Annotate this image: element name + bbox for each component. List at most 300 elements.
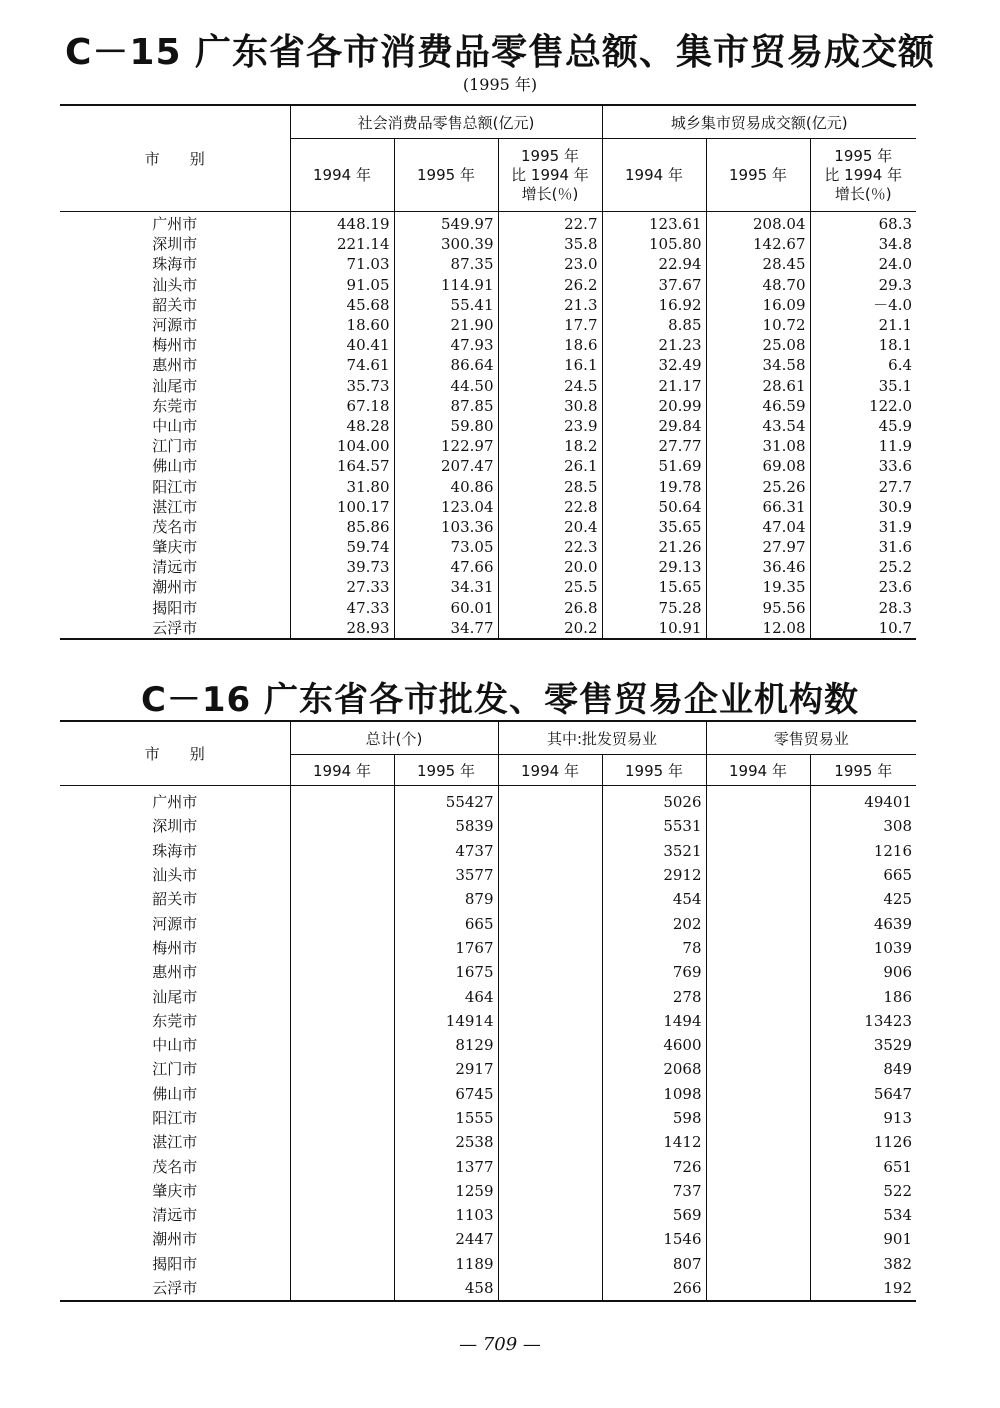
value-cell-b95: 208.04 — [706, 212, 810, 235]
value-cell-bg: 6.4 — [810, 355, 916, 375]
table-row — [60, 254, 916, 274]
value-cell-b95: 27.97 — [706, 537, 810, 557]
table-row — [60, 786, 916, 815]
table-row — [60, 416, 916, 436]
value-cell-t95: 2538 — [394, 1130, 498, 1154]
table-row — [60, 1276, 916, 1301]
table-row — [60, 598, 916, 618]
group-header-retail-sales: 社会消费品零售总额(亿元) — [290, 105, 602, 139]
value-cell-ag: 26.8 — [498, 598, 602, 618]
value-cell-r94 — [706, 1130, 810, 1154]
value-cell-b95: 25.08 — [706, 335, 810, 355]
city-name-cell: 深圳市 — [152, 817, 198, 836]
value-cell-r94 — [706, 1179, 810, 1203]
growth-label-line3: 增长(％) — [521, 184, 579, 203]
value-cell-ag: 17.7 — [498, 315, 602, 335]
value-cell-r95: 849 — [810, 1057, 916, 1081]
table-row — [60, 234, 916, 254]
value-cell-a95: 86.64 — [394, 355, 498, 375]
value-cell-a94: 40.41 — [290, 335, 394, 355]
value-cell-bg: 10.7 — [810, 618, 916, 639]
value-cell-b94: 29.84 — [602, 416, 706, 436]
city-name-cell: 广州市 — [152, 793, 198, 812]
value-cell-w95: 807 — [602, 1252, 706, 1276]
column-header-1994: 1994 年 — [290, 139, 394, 212]
value-cell-w94 — [498, 1227, 602, 1251]
value-cell-t95: 5839 — [394, 814, 498, 838]
value-cell-r94 — [706, 960, 810, 984]
value-cell-r95: 186 — [810, 984, 916, 1008]
value-cell-r94 — [706, 839, 810, 863]
value-cell-a94: 45.68 — [290, 295, 394, 315]
value-cell-a95: 40.86 — [394, 476, 498, 496]
value-cell-r95: 901 — [810, 1227, 916, 1251]
column-header-city: 市 别 — [60, 105, 290, 212]
table-row — [60, 911, 916, 935]
value-cell-r95: 1039 — [810, 936, 916, 960]
value-cell-w94 — [498, 911, 602, 935]
value-cell-ag: 20.4 — [498, 517, 602, 537]
value-cell-t94 — [290, 960, 394, 984]
value-cell-ag: 18.2 — [498, 436, 602, 456]
value-cell-t95: 6745 — [394, 1082, 498, 1106]
value-cell-bg: 34.8 — [810, 234, 916, 254]
city-name-cell: 梅州市 — [152, 938, 198, 957]
value-cell-ag: 22.7 — [498, 212, 602, 235]
value-cell-r95: 13423 — [810, 1009, 916, 1033]
value-cell-t95: 14914 — [394, 1009, 498, 1033]
value-cell-w94 — [498, 1082, 602, 1106]
table-row — [60, 1227, 916, 1251]
city-name-cell: 汕头市 — [152, 866, 198, 885]
column-header-growth — [810, 139, 916, 212]
value-cell-ag: 26.1 — [498, 456, 602, 476]
value-cell-ag: 23.0 — [498, 254, 602, 274]
value-cell-w94 — [498, 1033, 602, 1057]
value-cell-ag: 18.6 — [498, 335, 602, 355]
value-cell-t95: 3577 — [394, 863, 498, 887]
value-cell-w95: 5026 — [602, 786, 706, 815]
value-cell-r95: 651 — [810, 1154, 916, 1178]
value-cell-ag: 23.9 — [498, 416, 602, 436]
value-cell-t95: 55427 — [394, 786, 498, 815]
city-name-cell: 珠海市 — [152, 255, 198, 274]
city-name-cell: 佛山市 — [152, 1084, 198, 1103]
value-cell-w94 — [498, 1276, 602, 1301]
table-row — [60, 887, 916, 911]
table-row — [60, 618, 916, 639]
value-cell-a94: 48.28 — [290, 416, 394, 436]
value-cell-t95: 1259 — [394, 1179, 498, 1203]
value-cell-t94 — [290, 1033, 394, 1057]
value-cell-w94 — [498, 1057, 602, 1081]
value-cell-r95: 522 — [810, 1179, 916, 1203]
value-cell-bg: 33.6 — [810, 456, 916, 476]
value-cell-r94 — [706, 863, 810, 887]
value-cell-t95: 1555 — [394, 1106, 498, 1130]
value-cell-w94 — [498, 863, 602, 887]
value-cell-r94 — [706, 1203, 810, 1227]
table-row — [60, 984, 916, 1008]
growth-label-line3: 增长(％) — [834, 184, 892, 203]
table-row — [60, 295, 916, 315]
table-row — [60, 497, 916, 517]
city-name-cell: 阳江市 — [152, 477, 198, 496]
city-name-cell: 汕尾市 — [152, 376, 198, 395]
city-name-cell: 云浮市 — [152, 1279, 198, 1298]
value-cell-bg: 25.2 — [810, 557, 916, 577]
value-cell-a95: 300.39 — [394, 234, 498, 254]
value-cell-b94: 105.80 — [602, 234, 706, 254]
table-row — [60, 1009, 916, 1033]
value-cell-b95: 95.56 — [706, 598, 810, 618]
value-cell-bg: 29.3 — [810, 275, 916, 295]
table-c16 — [60, 720, 916, 1302]
value-cell-a95: 34.77 — [394, 618, 498, 639]
value-cell-b94: 20.99 — [602, 396, 706, 416]
value-cell-a95: 34.31 — [394, 577, 498, 597]
column-header-1995: 1995 年 — [706, 139, 810, 212]
value-cell-t94 — [290, 1252, 394, 1276]
value-cell-r94 — [706, 1082, 810, 1106]
value-cell-r95: 308 — [810, 814, 916, 838]
value-cell-bg: 28.3 — [810, 598, 916, 618]
value-cell-b95: 36.46 — [706, 557, 810, 577]
table-row — [60, 1252, 916, 1276]
value-cell-a95: 114.91 — [394, 275, 498, 295]
value-cell-bg: 21.1 — [810, 315, 916, 335]
value-cell-w94 — [498, 1130, 602, 1154]
value-cell-w95: 569 — [602, 1203, 706, 1227]
value-cell-t95: 464 — [394, 984, 498, 1008]
table-row — [60, 275, 916, 295]
value-cell-r94 — [706, 911, 810, 935]
value-cell-t95: 1189 — [394, 1252, 498, 1276]
value-cell-w95: 769 — [602, 960, 706, 984]
group-header-total: 总计(个) — [290, 721, 498, 755]
value-cell-a95: 73.05 — [394, 537, 498, 557]
table-c15 — [60, 104, 916, 640]
column-header-growth — [498, 139, 602, 212]
group-header-wholesale: 其中:批发贸易业 — [498, 721, 706, 755]
value-cell-t94 — [290, 1276, 394, 1301]
table-c15-subtitle: (1995 年) — [462, 75, 538, 94]
city-name-cell: 梅州市 — [152, 336, 198, 355]
value-cell-a94: 59.74 — [290, 537, 394, 557]
table-row — [60, 537, 916, 557]
value-cell-b94: 16.92 — [602, 295, 706, 315]
value-cell-b94: 29.13 — [602, 557, 706, 577]
value-cell-r94 — [706, 1154, 810, 1178]
value-cell-a95: 21.90 — [394, 315, 498, 335]
value-cell-w95: 598 — [602, 1106, 706, 1130]
value-cell-bg: －4.0 — [810, 295, 916, 315]
value-cell-bg: 30.9 — [810, 497, 916, 517]
value-cell-b94: 37.67 — [602, 275, 706, 295]
value-cell-w94 — [498, 839, 602, 863]
growth-label-line2: 比 1994 年 — [824, 165, 903, 184]
value-cell-a95: 55.41 — [394, 295, 498, 315]
city-name-cell: 佛山市 — [152, 457, 198, 476]
value-cell-t94 — [290, 1179, 394, 1203]
value-cell-b95: 25.26 — [706, 476, 810, 496]
table-row — [60, 577, 916, 597]
value-cell-b94: 19.78 — [602, 476, 706, 496]
value-cell-w94 — [498, 984, 602, 1008]
city-name-cell: 中山市 — [152, 416, 198, 435]
value-cell-r95: 425 — [810, 887, 916, 911]
table-row — [60, 456, 916, 476]
value-cell-w94 — [498, 960, 602, 984]
city-name-cell: 云浮市 — [152, 618, 198, 637]
value-cell-r95: 906 — [810, 960, 916, 984]
city-name-cell: 揭阳市 — [152, 598, 198, 617]
city-name-cell: 韶关市 — [152, 890, 198, 909]
value-cell-a95: 47.93 — [394, 335, 498, 355]
value-cell-b94: 35.65 — [602, 517, 706, 537]
value-cell-t95: 665 — [394, 911, 498, 935]
city-name-cell: 惠州市 — [152, 963, 198, 982]
value-cell-w95: 266 — [602, 1276, 706, 1301]
value-cell-a94: 164.57 — [290, 456, 394, 476]
value-cell-r95: 5647 — [810, 1082, 916, 1106]
value-cell-a94: 100.17 — [290, 497, 394, 517]
value-cell-w95: 1546 — [602, 1227, 706, 1251]
value-cell-w95: 78 — [602, 936, 706, 960]
table-row — [60, 396, 916, 416]
value-cell-a94: 104.00 — [290, 436, 394, 456]
value-cell-ag: 28.5 — [498, 476, 602, 496]
value-cell-b95: 142.67 — [706, 234, 810, 254]
value-cell-a94: 221.14 — [290, 234, 394, 254]
value-cell-w95: 2068 — [602, 1057, 706, 1081]
value-cell-b94: 21.26 — [602, 537, 706, 557]
table-row — [60, 212, 916, 235]
value-cell-ag: 35.8 — [498, 234, 602, 254]
city-name-cell: 肇庆市 — [152, 538, 198, 557]
city-name-cell: 河源市 — [152, 316, 198, 335]
value-cell-a94: 448.19 — [290, 212, 394, 235]
growth-label-line1: 1995 年 — [521, 146, 579, 165]
value-cell-r95: 534 — [810, 1203, 916, 1227]
table-row — [60, 376, 916, 396]
value-cell-ag: 21.3 — [498, 295, 602, 315]
value-cell-r95: 4639 — [810, 911, 916, 935]
table-row — [60, 1154, 916, 1178]
value-cell-a94: 74.61 — [290, 355, 394, 375]
value-cell-t94 — [290, 1154, 394, 1178]
value-cell-w95: 5531 — [602, 814, 706, 838]
table-row — [60, 1057, 916, 1081]
value-cell-t94 — [290, 1009, 394, 1033]
value-cell-w94 — [498, 1106, 602, 1130]
table-row — [60, 936, 916, 960]
column-header-1994: 1994 年 — [290, 755, 394, 786]
value-cell-b94: 21.23 — [602, 335, 706, 355]
value-cell-b94: 10.91 — [602, 618, 706, 639]
value-cell-t94 — [290, 814, 394, 838]
value-cell-t94 — [290, 1227, 394, 1251]
city-name-cell: 茂名市 — [152, 1157, 198, 1176]
value-cell-ag: 22.3 — [498, 537, 602, 557]
group-header-retail: 零售贸易业 — [706, 721, 916, 755]
value-cell-b94: 50.64 — [602, 497, 706, 517]
value-cell-a95: 87.85 — [394, 396, 498, 416]
value-cell-t94 — [290, 887, 394, 911]
value-cell-b95: 34.58 — [706, 355, 810, 375]
city-name-cell: 汕头市 — [152, 275, 198, 294]
column-header-1995: 1995 年 — [810, 755, 916, 786]
value-cell-r94 — [706, 984, 810, 1008]
growth-label-line1: 1995 年 — [834, 146, 893, 165]
value-cell-bg: 122.0 — [810, 396, 916, 416]
table-row — [60, 1106, 916, 1130]
value-cell-r95: 913 — [810, 1106, 916, 1130]
value-cell-b95: 48.70 — [706, 275, 810, 295]
value-cell-r95: 49401 — [810, 786, 916, 815]
value-cell-ag: 22.8 — [498, 497, 602, 517]
value-cell-t95: 879 — [394, 887, 498, 911]
value-cell-w95: 202 — [602, 911, 706, 935]
value-cell-a95: 549.97 — [394, 212, 498, 235]
column-header-1994: 1994 年 — [498, 755, 602, 786]
value-cell-ag: 30.8 — [498, 396, 602, 416]
value-cell-b94: 15.65 — [602, 577, 706, 597]
value-cell-ag: 20.0 — [498, 557, 602, 577]
column-header-1995: 1995 年 — [394, 139, 498, 212]
value-cell-r94 — [706, 1033, 810, 1057]
city-name-cell: 惠州市 — [152, 356, 198, 375]
table-row — [60, 1082, 916, 1106]
city-name-cell: 东莞市 — [152, 396, 198, 415]
value-cell-b95: 10.72 — [706, 315, 810, 335]
value-cell-w95: 454 — [602, 887, 706, 911]
value-cell-b94: 51.69 — [602, 456, 706, 476]
value-cell-w95: 1098 — [602, 1082, 706, 1106]
table-row — [60, 315, 916, 335]
page-number: — 709 — — [459, 1334, 541, 1355]
value-cell-bg: 35.1 — [810, 376, 916, 396]
city-name-cell: 江门市 — [152, 1060, 198, 1079]
value-cell-ag: 25.5 — [498, 577, 602, 597]
value-cell-a94: 28.93 — [290, 618, 394, 639]
table-row — [60, 476, 916, 496]
table-row — [60, 517, 916, 537]
city-name-cell: 中山市 — [152, 1036, 198, 1055]
column-header-city: 市 别 — [60, 721, 290, 786]
value-cell-ag: 24.5 — [498, 376, 602, 396]
value-cell-w94 — [498, 1179, 602, 1203]
growth-label-line2: 比 1994 年 — [511, 165, 589, 184]
column-header-1994: 1994 年 — [706, 755, 810, 786]
value-cell-r95: 192 — [810, 1276, 916, 1301]
column-header-1995: 1995 年 — [394, 755, 498, 786]
city-name-cell: 湛江市 — [152, 497, 198, 516]
value-cell-bg: 45.9 — [810, 416, 916, 436]
value-cell-a94: 31.80 — [290, 476, 394, 496]
group-header-market-trade: 城乡集市贸易成交额(亿元) — [602, 105, 916, 139]
value-cell-t94 — [290, 1106, 394, 1130]
value-cell-w94 — [498, 814, 602, 838]
column-header-1995: 1995 年 — [602, 755, 706, 786]
value-cell-w95: 3521 — [602, 839, 706, 863]
value-cell-a94: 85.86 — [290, 517, 394, 537]
value-cell-t95: 2447 — [394, 1227, 498, 1251]
value-cell-b95: 28.45 — [706, 254, 810, 274]
city-name-cell: 珠海市 — [152, 841, 198, 860]
value-cell-r95: 1126 — [810, 1130, 916, 1154]
table-c16-title: C－16 广东省各市批发、零售贸易企业机构数 — [140, 680, 860, 720]
value-cell-t94 — [290, 786, 394, 815]
city-name-cell: 汕尾市 — [152, 987, 198, 1006]
value-cell-b95: 12.08 — [706, 618, 810, 639]
value-cell-a95: 44.50 — [394, 376, 498, 396]
value-cell-b94: 22.94 — [602, 254, 706, 274]
table-row — [60, 1033, 916, 1057]
value-cell-a95: 207.47 — [394, 456, 498, 476]
value-cell-t94 — [290, 863, 394, 887]
city-name-cell: 韶关市 — [152, 295, 198, 314]
value-cell-a94: 35.73 — [290, 376, 394, 396]
value-cell-t94 — [290, 911, 394, 935]
value-cell-t95: 4737 — [394, 839, 498, 863]
value-cell-b94: 32.49 — [602, 355, 706, 375]
value-cell-b95: 43.54 — [706, 416, 810, 436]
value-cell-b95: 69.08 — [706, 456, 810, 476]
value-cell-a94: 27.33 — [290, 577, 394, 597]
value-cell-a94: 18.60 — [290, 315, 394, 335]
value-cell-t94 — [290, 839, 394, 863]
value-cell-b95: 16.09 — [706, 295, 810, 315]
value-cell-w95: 4600 — [602, 1033, 706, 1057]
value-cell-a94: 39.73 — [290, 557, 394, 577]
value-cell-bg: 11.9 — [810, 436, 916, 456]
value-cell-t95: 2917 — [394, 1057, 498, 1081]
value-cell-bg: 68.3 — [810, 212, 916, 235]
city-name-cell: 深圳市 — [152, 235, 198, 254]
table-row — [60, 1203, 916, 1227]
value-cell-b95: 19.35 — [706, 577, 810, 597]
value-cell-w95: 278 — [602, 984, 706, 1008]
value-cell-a95: 122.97 — [394, 436, 498, 456]
value-cell-ag: 26.2 — [498, 275, 602, 295]
table-c15-title: C－15 广东省各市消费品零售总额、集市贸易成交额 — [64, 32, 936, 73]
table-row — [60, 436, 916, 456]
city-name-cell: 阳江市 — [152, 1109, 198, 1127]
value-cell-t95: 1377 — [394, 1154, 498, 1178]
value-cell-r94 — [706, 1276, 810, 1301]
value-cell-b95: 46.59 — [706, 396, 810, 416]
value-cell-r94 — [706, 814, 810, 838]
value-cell-b95: 31.08 — [706, 436, 810, 456]
value-cell-w94 — [498, 936, 602, 960]
table-row — [60, 1179, 916, 1203]
value-cell-a95: 60.01 — [394, 598, 498, 618]
value-cell-r94 — [706, 887, 810, 911]
value-cell-t95: 1675 — [394, 960, 498, 984]
city-name-cell: 清远市 — [152, 558, 198, 577]
value-cell-bg: 18.1 — [810, 335, 916, 355]
table-row — [60, 557, 916, 577]
value-cell-w94 — [498, 786, 602, 815]
value-cell-r94 — [706, 786, 810, 815]
city-name-cell: 揭阳市 — [152, 1254, 198, 1273]
value-cell-ag: 20.2 — [498, 618, 602, 639]
city-name-cell: 清远市 — [152, 1206, 198, 1225]
value-cell-w94 — [498, 1252, 602, 1276]
value-cell-b94: 27.77 — [602, 436, 706, 456]
value-cell-a94: 91.05 — [290, 275, 394, 295]
